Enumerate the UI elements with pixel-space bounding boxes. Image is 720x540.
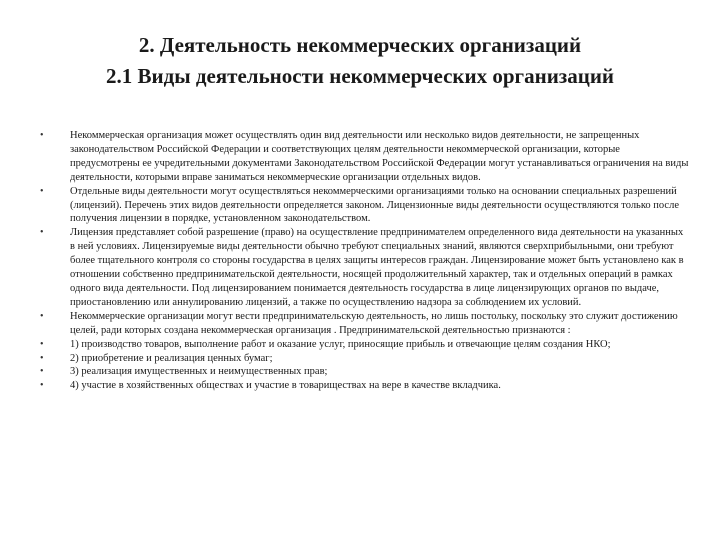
- bullet-icon: •: [40, 185, 44, 197]
- list-item: [40, 365, 690, 379]
- bullet-text: Лицензия представляет собой разрешение (право) на осуществление предпринимателем определенного вида деятельности на указанных в ней условиях. Лицензируемые виды деятельности обычно требуют специальных знаний, являются сверхприбыльными, они требуют более тщательного контроля со стороны государства в целях защиты интересов граждан. Лицензирование может быть установлено как в отношении собственно предпринимательской деятельности, носящей продолжительный характер, так и отдельных операций в рамках одного вида деятельности. Под лицензированием понимается деятельность государства в лице лицензирующих органов по выдаче, приостановлению или аннулированию лицензий, а также по осуществлению надзора за соблюдением их условий.: [70, 227, 684, 308]
- title-line-1: 2. Деятельность некоммерческих организаций: [138, 33, 582, 57]
- bullet-text: 1) производство товаров, выполнение работ и оказание услуг, приносящие прибыль и отвечающие целям создания НКО;: [70, 338, 611, 350]
- list-item: [40, 226, 690, 309]
- bullet-text: Отдельные виды деятельности могут осуществляться некоммерческими организациями только на основании специальных разрешений (лицензий). Перечень этих видов деятельности определяется законом. Лицензионные виды деятельности осуществляются только после получения лицензии в порядке, установленном законодательством.: [70, 185, 679, 225]
- list-item: [40, 129, 690, 185]
- bullet-text: 2) приобретение и реализация ценных бумаг;: [70, 352, 273, 364]
- bullet-icon: •: [40, 310, 44, 322]
- list-item: [40, 379, 690, 393]
- list-item: [40, 338, 690, 352]
- bullet-text: Некоммерческая организация может осуществлять один вид деятельности или несколько видов деятельности, не запрещенных законодательством Российской Федерации и соответствующих целям деятельности некоммерческой организации, которые предусмотрены ее учредительными документами Законодательством Российской Федерации могут устанавливаться ограничения на виды деятельности, которыми вправе заниматься некоммерческие организации отдельных видов.: [70, 130, 689, 183]
- slide-title: [0, 30, 720, 92]
- list-item: [40, 352, 690, 366]
- bullet-icon: •: [40, 130, 44, 141]
- bullet-icon: •: [40, 338, 44, 350]
- list-item: [40, 310, 690, 338]
- bullet-text: 4) участие в хозяйственных обществах и участие в товариществах на вере в качестве вкладчика.: [70, 380, 501, 392]
- bullet-text: Некоммерческие организации могут вести предпринимательскую деятельность, но лишь постольку, поскольку это служит достижению целей, ради которых создана некоммерческая организация . Предпринимательской деятельностью признаются :: [70, 310, 678, 336]
- bullet-icon: •: [40, 352, 44, 364]
- bullet-text: 3) реализация имущественных и неимущественных прав;: [70, 366, 328, 378]
- bullet-icon: •: [40, 366, 44, 378]
- bullet-icon: •: [40, 380, 44, 392]
- title-line-2: 2.1 Виды деятельности некоммерческих организаций: [105, 64, 615, 88]
- list-item: [40, 185, 690, 227]
- bullet-list: [40, 129, 690, 393]
- bullet-icon: •: [40, 227, 44, 239]
